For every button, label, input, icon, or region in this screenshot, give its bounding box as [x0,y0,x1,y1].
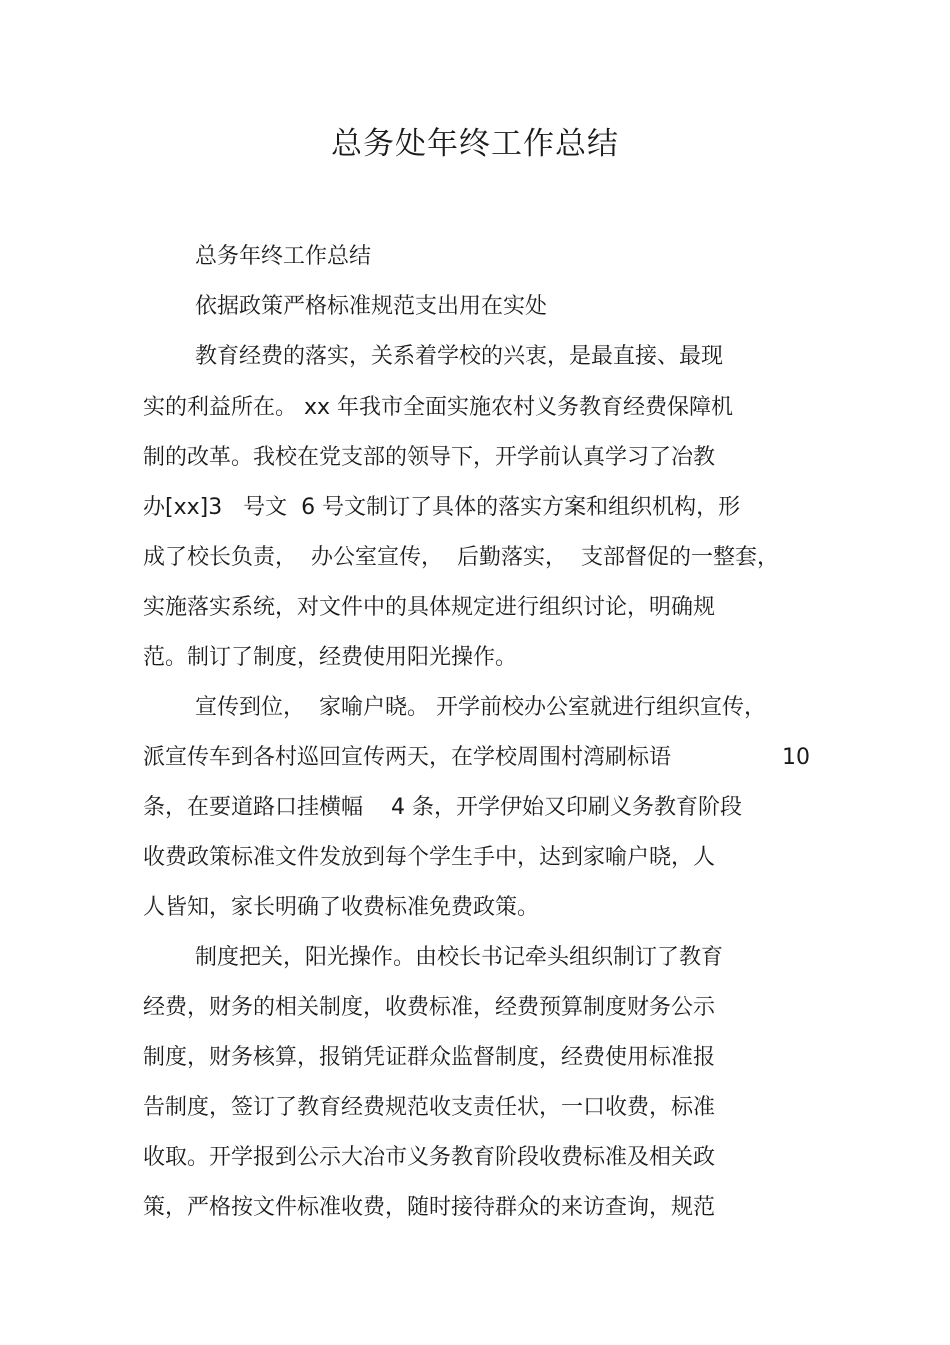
section-heading: 总务年终工作总结 [195,244,372,269]
paragraph-line: 制度把关，阳光操作。由校长书记牵头组织制订了教育 [195,945,724,970]
paragraph-line: 办[xx]3 号文 6 号文制订了具体的落实方案和组织机构，形 [143,495,741,520]
section-subheading: 依据政策严格标准规范支出用在实处 [195,294,548,319]
paragraph-line: 策，严格按文件标准收费，随时接待群众的来访查询，规范 [143,1195,716,1220]
paragraph-line: 成了校长负责， 办公室宣传， 后勤落实， 支部督促的一整套， [143,545,779,570]
document-title: 总务处年终工作总结 [331,126,619,162]
paragraph-line: 条，在要道路口挂横幅 4 条，开学伊始又印刷义务教育阶段 [143,795,742,820]
paragraph-line: 制的改革。我校在党支部的领导下，开学前认真学习了冶教 [143,445,716,470]
paragraph-line: 范。制订了制度，经费使用阳光操作。 [143,645,518,670]
paragraph-line: 收取。开学报到公示大冶市义务教育阶段收费标准及相关政 [143,1145,716,1170]
paragraph-line: 制度，财务核算，报销凭证群众监督制度，经费使用标准报 [143,1045,716,1070]
paragraph-line: 宣传到位， 家喻户晓。 开学前校办公室就进行组织宣传， [195,695,766,720]
paragraph-line: 实施落实系统，对文件中的具体规定进行组织讨论，明确规 [143,595,716,620]
paragraph-line: 教育经费的落实，关系着学校的兴衷，是最直接、最现 [195,344,724,369]
paragraph-line: 经费，财务的相关制度，收费标准，经费预算制度财务公示 [143,995,716,1020]
paragraph-line: 人皆知，家长明确了收费标准免费政策。 [143,895,540,920]
paragraph-line: 收费政策标准文件发放到每个学生手中，达到家喻户晓，人 [143,845,716,870]
paragraph-line: 告制度，签订了教育经费规范收支责任状，一口收费，标准 [143,1095,716,1120]
paragraph-line: 派宣传车到各村巡回宣传两天，在学校周围村湾刷标语 [143,745,672,770]
paragraph-line-number: 10 [782,745,810,770]
paragraph-line: 实的利益所在。 xx 年我市全面实施农村义务教育经费保障机 [143,395,734,420]
